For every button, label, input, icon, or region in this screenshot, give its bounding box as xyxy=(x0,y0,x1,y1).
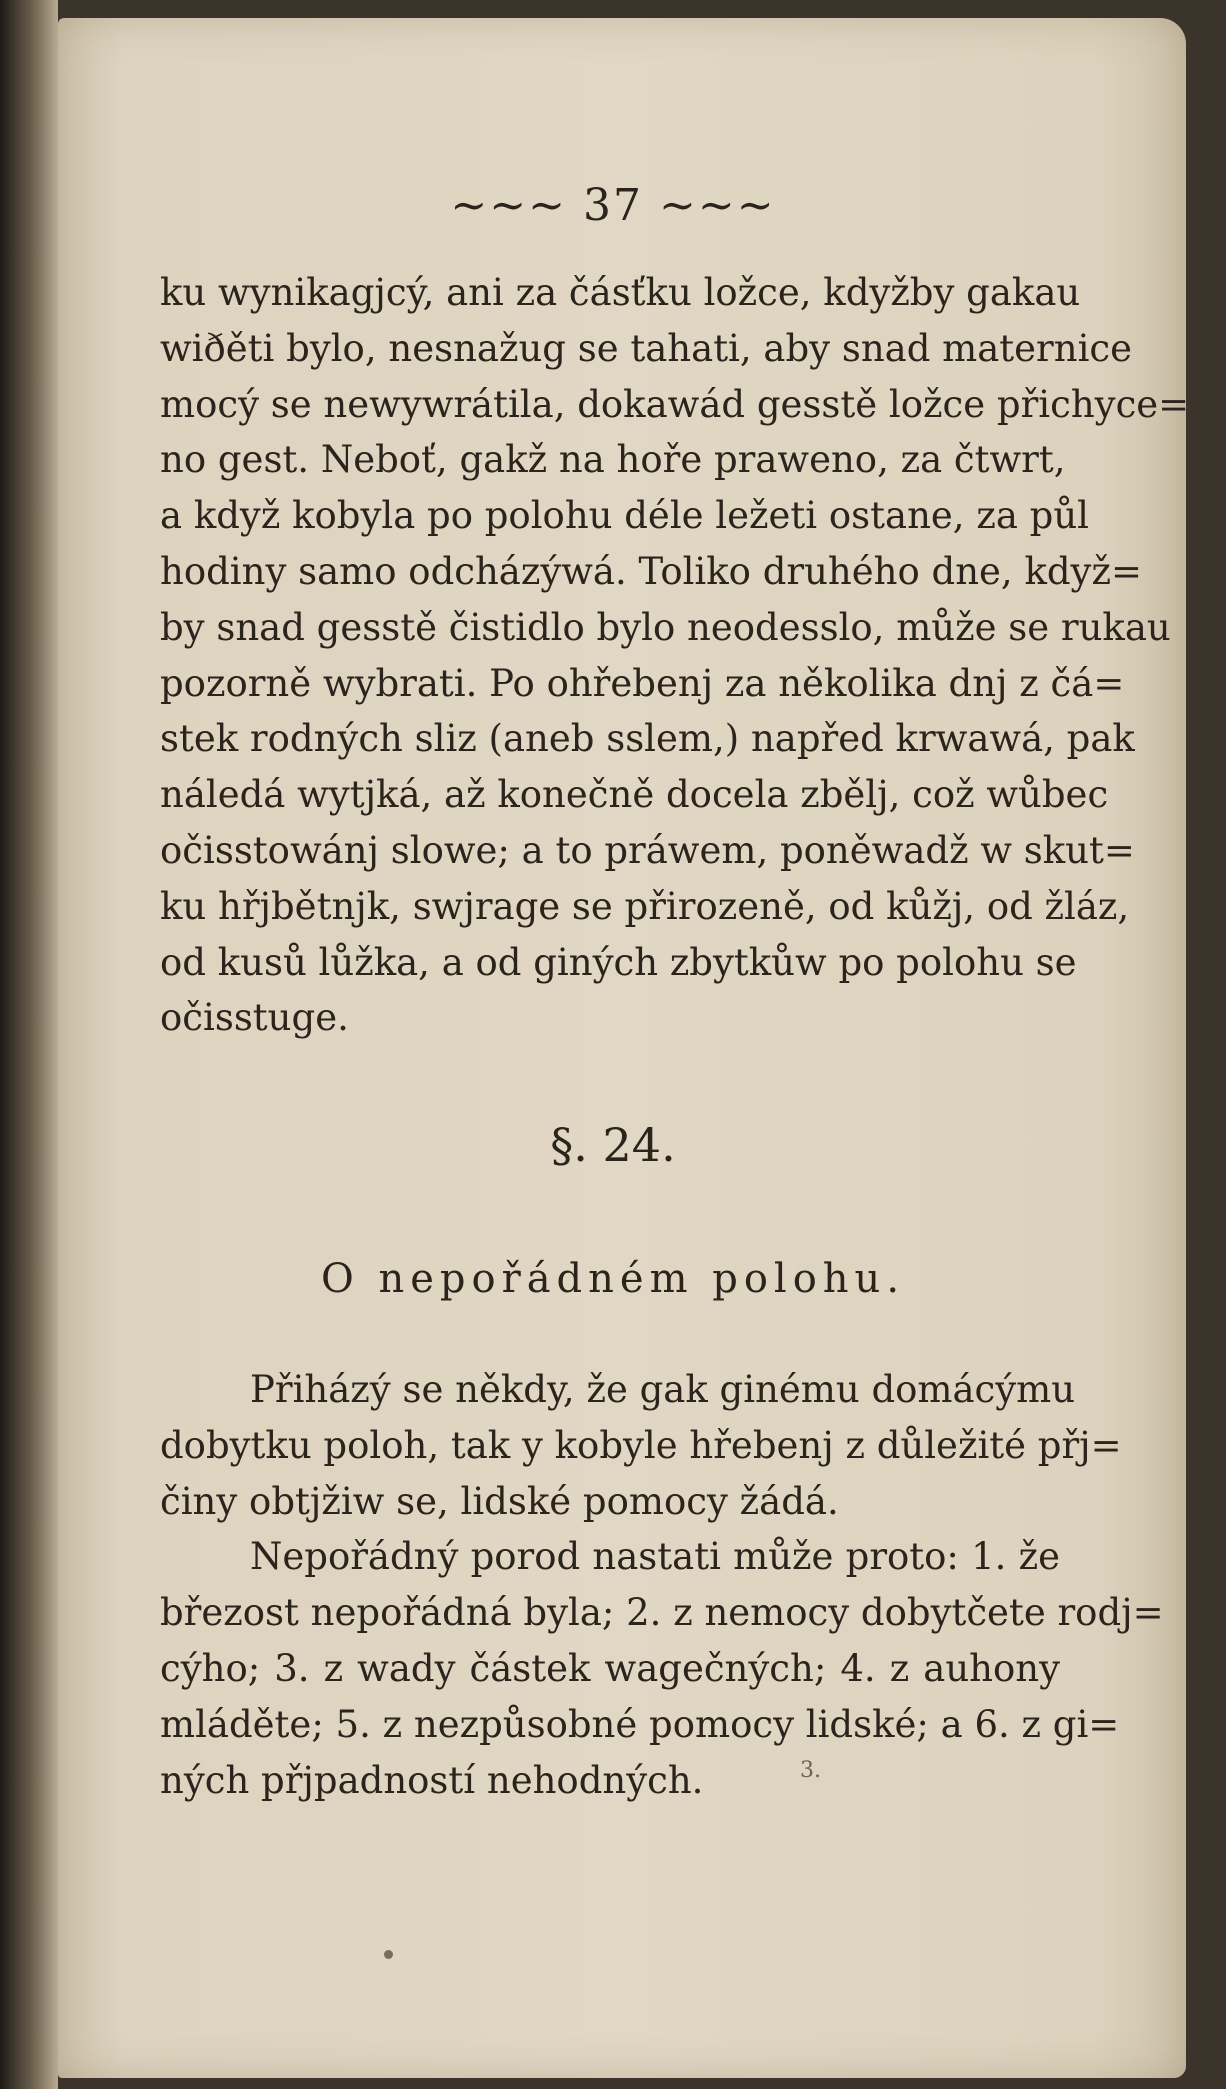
text-line: by snad gesstě čistidlo bylo neodesslo, může se rukau xyxy=(160,605,1171,649)
text-line: ku hřjbětnjk, swjrage se přirozeně, od kůžj, od žláz, xyxy=(160,884,1130,928)
text-line: pozorně wybrati. Po ohřebenj za několika dnj z čá= xyxy=(160,661,1125,705)
book-gutter xyxy=(0,0,58,2089)
text-line: od kusů lůžka, a od giných zbytkůw po polohu se xyxy=(160,940,1077,984)
section-number: §. 24. xyxy=(550,1118,676,1172)
paragraph-1 xyxy=(160,265,1190,1046)
text-line: mocý se newywrátila, dokawád gesstě ložce přichyce= xyxy=(160,382,1190,426)
text-line: cýho; 3. z wady částek wagečných; 4. z auhony xyxy=(160,1646,1060,1690)
page-header: ~~~ 37 ~~~ xyxy=(450,180,776,231)
text-line: březost nepořádná byla; 2. z nemocy dobytčete rodj= xyxy=(160,1591,1164,1635)
text-line: náledá wytjká, až konečně docela zbělj, což wůbec xyxy=(160,773,1109,817)
text-line: Přiházý se někdy, že gak ginému domácýmu xyxy=(250,1368,1076,1411)
text-line: ných přjpadností nehodných. xyxy=(160,1758,704,1802)
text-line: dobytku poloh, tak y kobyle hřebenj z důležité přj= xyxy=(160,1423,1122,1467)
text-line: wiðěti bylo, nesnažug se tahati, aby snad maternice xyxy=(160,326,1133,370)
paragraph-2-3 xyxy=(160,1362,1164,1808)
text-line: očisstowánj slowe; a to práwem, poněwadž w skut= xyxy=(160,828,1135,872)
text-line: hodiny samo odcházýwá. Toliko druhého dne, když= xyxy=(160,549,1142,593)
text-line: očisstuge. xyxy=(160,996,349,1040)
text-line: a když kobyla po polohu déle ležeti ostane, za půl xyxy=(160,494,1089,538)
paper-speck xyxy=(384,1950,393,1959)
text-line: činy obtjžiw se, lidské pomocy žádá. xyxy=(160,1479,839,1523)
text-line: Nepořádný porod nastati může proto: 1. že xyxy=(250,1535,1060,1579)
text-line: stek rodných sliz (aneb sslem,) napřed krwawá, pak xyxy=(160,717,1135,761)
catchword: 3. xyxy=(800,1758,821,1783)
text-line: no gest. Neboť, gakž na hoře praweno, za čtwrt, xyxy=(160,438,1066,482)
text-line: mláděte; 5. z nezpůsobné pomocy lidské; a 6. z gi= xyxy=(160,1702,1120,1746)
section-title: O nepořádném polohu. xyxy=(320,1256,906,1302)
text-line: ku wynikagjcý, ani za čásťku ložce, kdyžby gakau xyxy=(160,271,1081,314)
